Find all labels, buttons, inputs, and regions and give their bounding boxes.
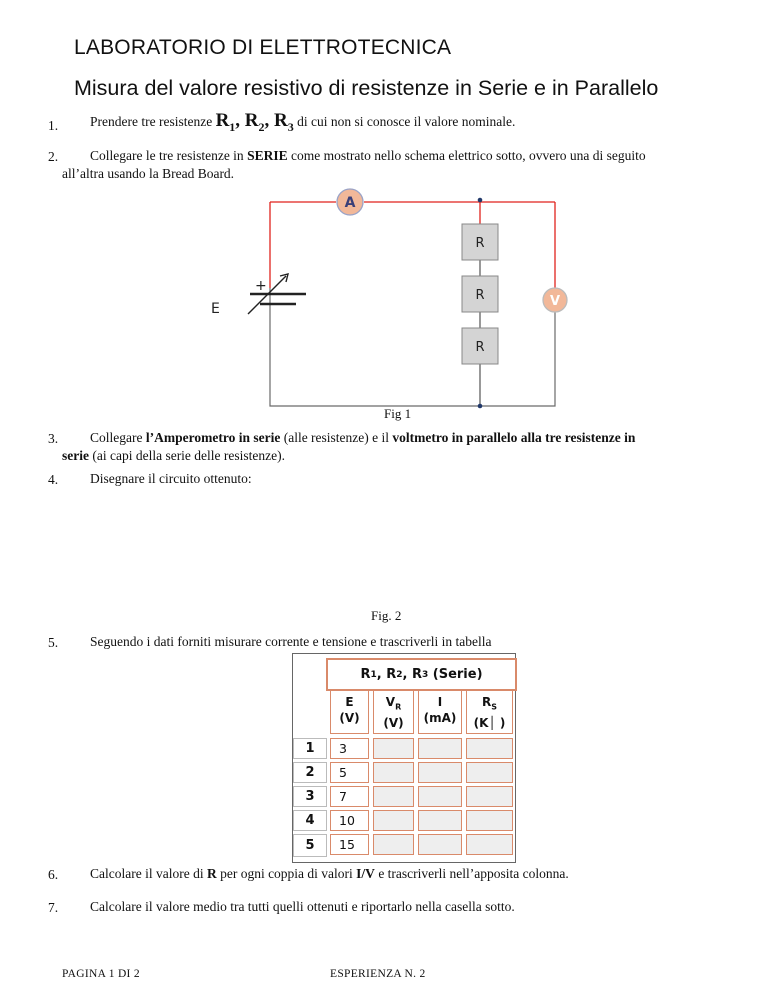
step-2-number: 2. [48,149,59,164]
step-5-number: 5. [48,635,59,650]
step-6-number: 6. [48,867,59,882]
row-2-i-cell[interactable] [418,762,462,783]
row-2-e: 5 [330,762,369,783]
resistor-3-label: R [475,340,485,355]
resistor-1-label: R [475,236,485,251]
col-header-rs: $R_S$ (K│ ) [466,690,513,734]
col-header-vr: $V_R$ (V) [373,690,414,734]
row-2-vr-cell[interactable] [373,762,414,783]
row-5-i-cell[interactable] [418,834,462,855]
document-title: LABORATORIO DI ELETTROTECNICA [74,36,452,59]
node-bottom [478,404,483,409]
row-1-i-cell[interactable] [418,738,462,759]
row-2-label: 2 [293,762,327,783]
row-4-label: 4 [293,810,327,831]
battery-label: E [211,301,220,317]
row-1-label: 1 [293,738,327,759]
step-6-text: Calcolare il valore di R per ogni coppia di valori I/V e trascriverli nell’apposita colonna. [90,866,569,881]
footer-experiment: ESPERIENZA N. 2 [330,968,426,980]
step-7-number: 7. [48,900,59,915]
battery-plus: + [255,278,267,294]
step-4-number: 4. [48,472,59,487]
row-3-e: 7 [330,786,369,807]
footer-page-number: PAGINA 1 DI 2 [62,968,140,980]
table-title: R 1 , R 2 , R 3 (Serie) [326,658,517,691]
step-3-number: 3. [48,431,59,446]
fig-2-caption: Fig. 2 [371,608,402,623]
col-header-e: E (V) [330,690,369,734]
row-1-e: 3 [330,738,369,759]
node-top [478,198,483,203]
row-5-label: 5 [293,834,327,857]
fig-1-caption: Fig 1 [384,406,412,421]
ammeter-label: A [344,195,356,211]
row-4-vr-cell[interactable] [373,810,414,831]
step-3-text: Collegare l’Amperometro in serie (alle resistenze) e il voltmetro in parallelo alla tre resistenze in [90,430,636,445]
row-3-label: 3 [293,786,327,807]
step-1-number: 1. [48,118,59,133]
col-header-i: I (mA) [418,690,462,734]
step-2-text: Collegare le tre resistenze in SERIE come mostrato nello schema elettrico sotto, ovvero una di seguito [90,148,646,163]
row-3-vr-cell[interactable] [373,786,414,807]
step-5-text: Seguendo i dati forniti misurare corrente e tensione e trascriverli in tabella [90,634,492,649]
row-1-rs-cell[interactable] [466,738,513,759]
row-5-e: 15 [330,834,369,855]
row-5-vr-cell[interactable] [373,834,414,855]
row-1-vr-cell[interactable] [373,738,414,759]
document-subtitle: Misura del valore resistivo di resistenze in Serie e in Parallelo [74,76,659,100]
step-3-text-line2: serie (ai capi della serie delle resistenze). [62,448,286,463]
circuit-diagram [200,188,600,422]
voltmeter-label: V [549,294,561,309]
battery-plates [250,294,306,304]
row-2-rs-cell[interactable] [466,762,513,783]
row-3-i-cell[interactable] [418,786,462,807]
wire-left-lower [270,288,555,406]
resistor-2-label: R [475,288,485,303]
step-4-text: Disegnare il circuito ottenuto: [90,471,252,486]
row-5-rs-cell[interactable] [466,834,513,855]
step-7-text: Calcolare il valore medio tra tutti quelli ottenuti e riportarlo nella casella sotto. [90,899,515,914]
row-4-rs-cell[interactable] [466,810,513,831]
step-1-text: Prendere tre resistenze $R_1$, $R_2$, $R_3$ di cui non si conosce il valore nominale. [90,110,516,134]
row-4-e: 10 [330,810,369,831]
row-3-rs-cell[interactable] [466,786,513,807]
row-4-i-cell[interactable] [418,810,462,831]
step-2-text-line2: all’altra usando la Bread Board. [62,166,235,181]
